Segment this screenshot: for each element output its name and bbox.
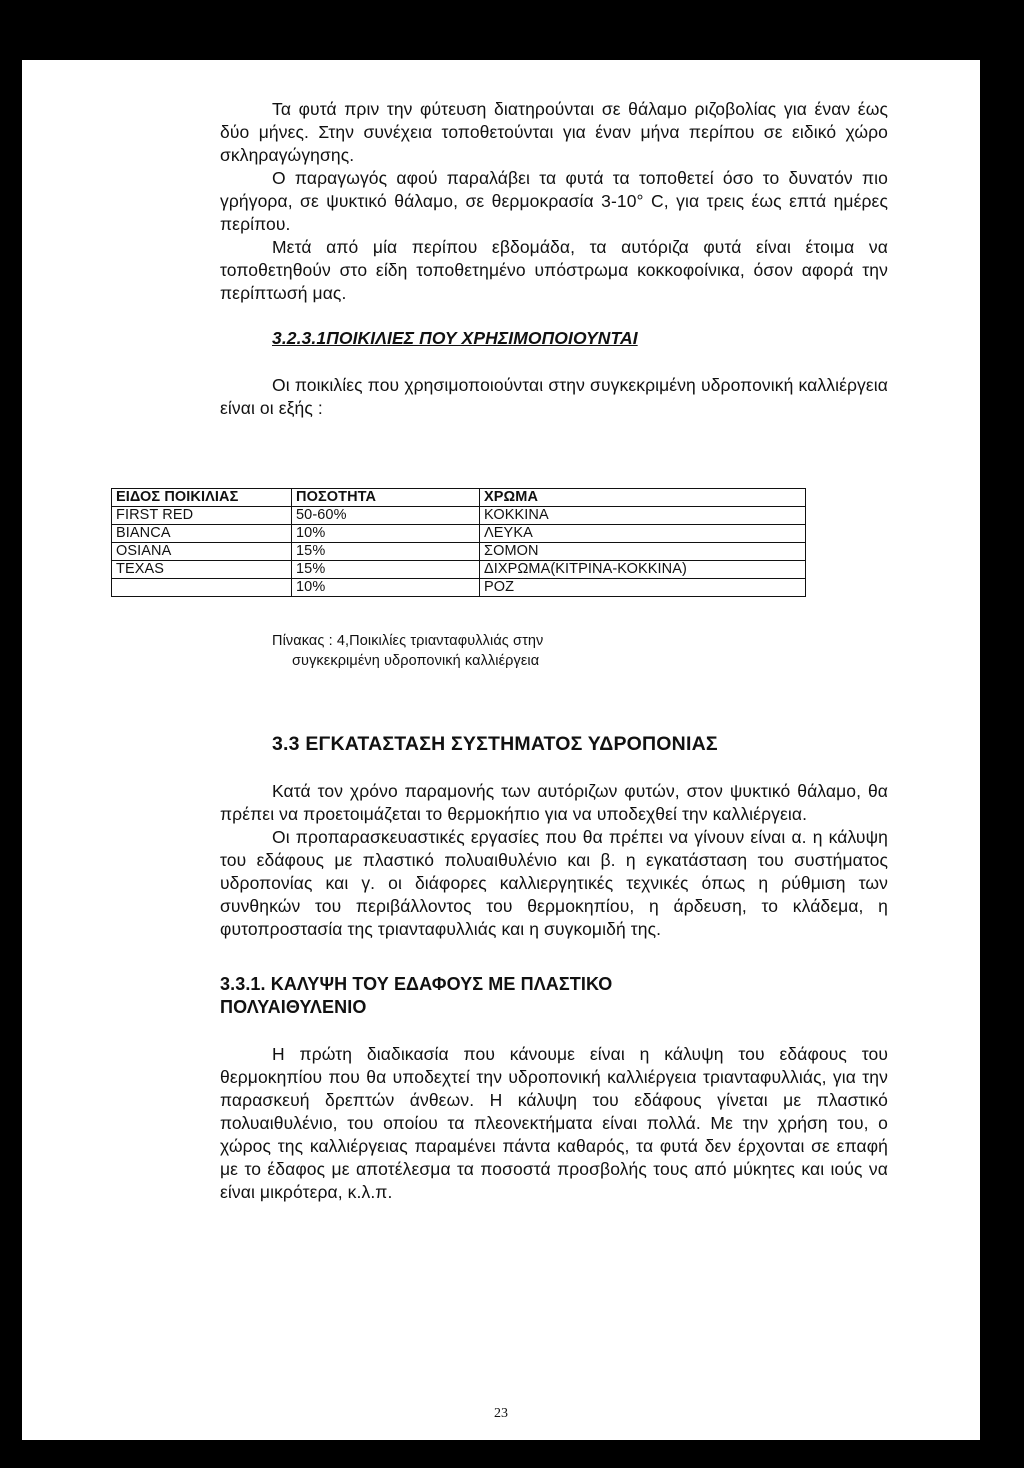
- cell-quantity: 50-60%: [292, 507, 480, 525]
- page-content: [116, 98, 888, 1204]
- section-heading-hydroponics: 3.3 ΕΓΚΑΤΑΣΤΑΣΗ ΣΥΣΤΗΜΑΤΟΣ ΥΔΡΟΠΟΝΙΑΣ: [272, 733, 718, 755]
- subsection-heading-line-1: 3.3.1. ΚΑΛΥΨΗ ΤΟΥ ΕΔΑΦΟΥΣ ΜΕ ΠΛΑΣΤΙΚΟ: [220, 974, 613, 994]
- cell-variety: [112, 579, 292, 597]
- subsection-heading-line-2: ΠΟΛΥΑΙΘΥΛΕΝΙΟ: [220, 997, 367, 1017]
- caption-line-2: συγκεκριμένη υδροπονική καλλιέργεια: [292, 653, 540, 669]
- subsection-heading-varieties: 3.2.3.1ΠΟΙΚΙΛΙΕΣ ΠΟΥ ΧΡΗΣΙΜΟΠΟΙΟΥΝΤΑΙ: [272, 328, 638, 348]
- table-row: [112, 525, 806, 543]
- cell-color: ΚΟΚΚΙΝΑ: [480, 507, 806, 525]
- header-quantity: ΠΟΣΟΤΗΤΑ: [292, 489, 480, 507]
- cell-quantity: 15%: [292, 543, 480, 561]
- varieties-table: [111, 488, 806, 597]
- cell-variety: BIANCA: [112, 525, 292, 543]
- cell-variety: TEXAS: [112, 561, 292, 579]
- table-row: [112, 543, 806, 561]
- table-row: [112, 507, 806, 525]
- table-header-row: [112, 489, 806, 507]
- subsection-heading-soil-cover: [220, 973, 888, 1019]
- paragraph-prep-tasks: Οι προπαρασκευαστικές εργασίες που θα πρέπει να γίνουν είναι α. η κάλυψη του εδάφους με πλαστικό πολυαιθυλένιο και β. η εγκατάσταση του συστήματος υδροπονίας και γ. οι διάφορες καλλιεργητικές τεχνικές όπως η ρύθμιση των συνθηκών του περιβάλλοντος του θερμοκηπίου, η άρδευση, το κλάδεμα, η φυτοπροστασία της τριανταφυλλιάς και η συγκομιδή της.: [220, 827, 888, 939]
- paragraph-cold-storage: Ο παραγωγός αφού παραλάβει τα φυτά τα τοποθετεί όσο το δυνατόν πιο γρήγορα, σε ψυκτικό θάλαμο, σε θερμοκρασία 3-10° C, για τρεις έως επτά ημέρες περίπου.: [220, 168, 888, 234]
- cell-quantity: 10%: [292, 525, 480, 543]
- header-color: ΧΡΩΜΑ: [480, 489, 806, 507]
- cell-color: ΔΙΧΡΩΜΑ(ΚΙΤΡΙΝΑ-ΚΟΚΚΙΝΑ): [480, 561, 806, 579]
- table-row: [112, 561, 806, 579]
- document-page: [22, 60, 980, 1440]
- cell-variety: FIRST RED: [112, 507, 292, 525]
- page-number: 23: [494, 1406, 508, 1421]
- cell-quantity: 10%: [292, 579, 480, 597]
- cell-color: ΣΟΜΟΝ: [480, 543, 806, 561]
- cell-color: ΛΕΥΚΑ: [480, 525, 806, 543]
- cell-quantity: 15%: [292, 561, 480, 579]
- paragraph-varieties-intro: Οι ποικιλίες που χρησιμοποιούνται στην συγκεκριμένη υδροπονική καλλιέργεια είναι οι εξής :: [220, 375, 888, 418]
- header-variety: ΕΙΔΟΣ ΠΟΙΚΙΛΙΑΣ: [112, 489, 292, 507]
- cell-variety: OSIANA: [112, 543, 292, 561]
- paragraph-rooting: Τα φυτά πριν την φύτευση διατηρούνται σε θάλαμο ριζοβολίας για έναν έως δύο μήνες. Στην συνέχεια τοποθετούνται για έναν μήνα περίπου σε ειδικό χώρο σκληραγώγησης.: [220, 99, 888, 165]
- table-row: [112, 579, 806, 597]
- paragraph-greenhouse-prep: Κατά τον χρόνο παραμονής των αυτόριζων φυτών, στον ψυκτικό θάλαμο, θα πρέπει να προετοιμάζεται το θερμοκήπιο για να υποδεχθεί την καλλιέργεια.: [220, 781, 888, 824]
- paragraph-planting: Μετά από μία περίπου εβδομάδα, τα αυτόριζα φυτά είναι έτοιμα να τοποθετηθούν στο είδη τοποθετημένο υπόστρωμα κοκκοφοίνικα, όσον αφορά την περίπτωσή μας.: [220, 237, 888, 303]
- caption-line-1: Πίνακας : 4,Ποικιλίες τριανταφυλλιάς στην: [272, 633, 544, 649]
- cell-color: ΡΟΖ: [480, 579, 806, 597]
- table-caption: [272, 631, 888, 671]
- paragraph-soil-cover: Η πρώτη διαδικασία που κάνουμε είναι η κάλυψη του εδάφους του θερμοκηπίου που θα υποδεχτεί την υδροπονική καλλιέργεια τριανταφυλλιάς, για την παρασκευή δρεπτών άνθεων. Η κάλυψη του εδάφους γίνεται με πλαστικό πολυαιθυλένιο, του οποίου τα πλεονεκτήματα είναι πολλά. Με την χρήση του, ο χώρος της καλλιέργειας παραμένει πάντα καθαρός, τα φυτά δεν έρχονται σε επαφή με το έδαφος με αποτέλεσμα τα ποσοστά προσβολής τους από μύκητες και ιούς να είναι μικρότερα, κ.λ.π.: [220, 1044, 888, 1202]
